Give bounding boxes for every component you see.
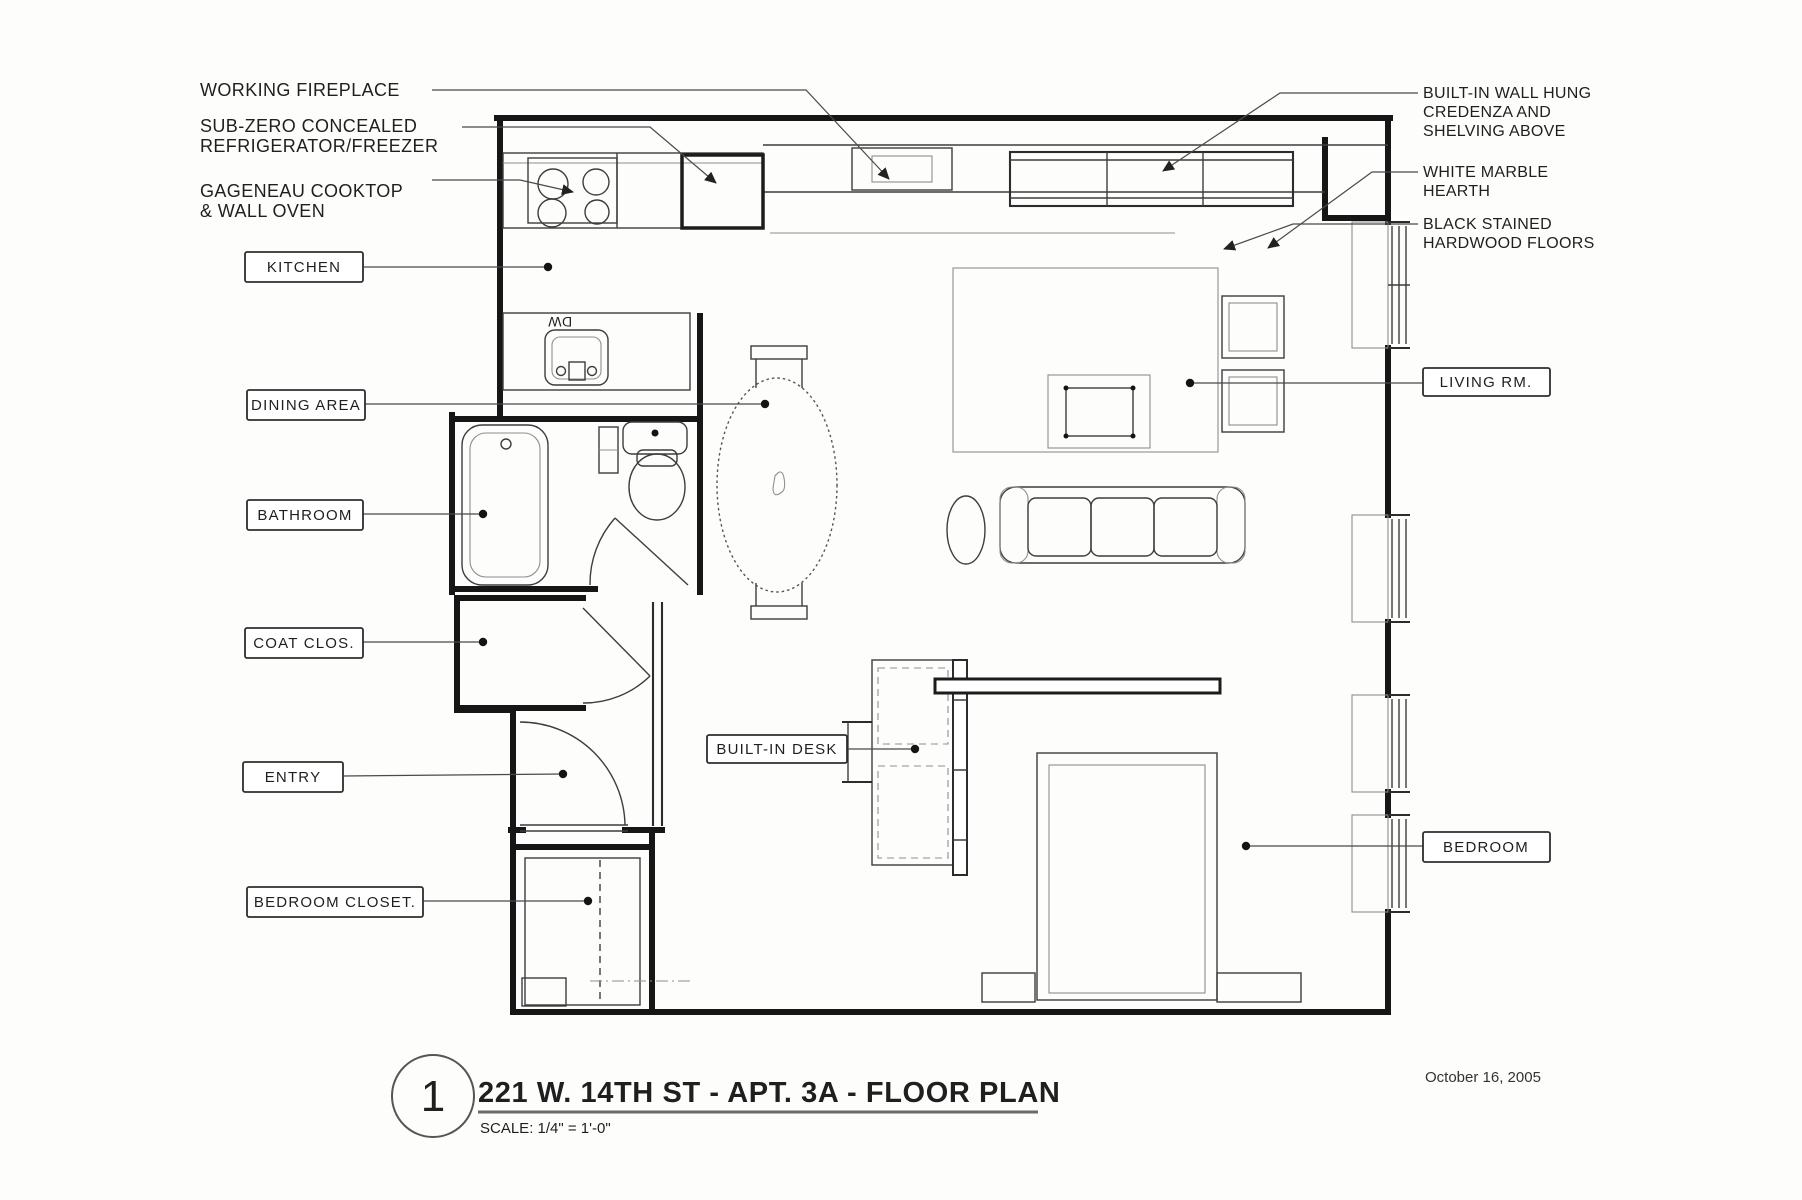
detail-number: 1 — [420, 1072, 446, 1121]
walls — [452, 118, 1390, 1012]
drawing-scale: SCALE: 1/4" = 1'-0" — [480, 1120, 611, 1137]
room-label-coat-closet-text: COAT CLOS. — [253, 635, 355, 652]
room-label-bathroom-text: BATHROOM — [257, 507, 353, 524]
rug — [953, 268, 1218, 452]
room-label-dining-text: DINING AREA — [251, 397, 361, 414]
window-1 — [1352, 222, 1410, 348]
room-label-bedroom-text: BEDROOM — [1443, 839, 1529, 856]
entry-door — [520, 722, 628, 831]
armchair-1 — [1222, 296, 1284, 358]
bedroom-partition-wall — [935, 679, 1220, 693]
dining-set — [717, 346, 837, 619]
bathroom-door — [615, 518, 688, 585]
callout-floors-line1: BLACK STAINED — [1423, 216, 1552, 233]
room-label-bedroom-closet-text: BEDROOM CLOSET. — [253, 894, 417, 911]
nightstand-left — [982, 973, 1035, 1002]
callout-credenza-line1: BUILT-IN WALL HUNG — [1423, 85, 1592, 102]
cooktop — [528, 158, 617, 223]
room-label-living-room — [1186, 368, 1550, 396]
closet-bench — [522, 978, 566, 1006]
living-room-furniture — [947, 268, 1284, 564]
room-label-bedroom-closet — [247, 887, 592, 917]
room-label-coat-closet — [245, 628, 487, 658]
callout-subzero-line1: SUB-ZERO CONCEALED — [200, 116, 418, 136]
sofa — [1000, 487, 1245, 563]
room-label-living-room-text: LIVING RM. — [1439, 374, 1533, 391]
dining-table — [717, 378, 837, 592]
room-label-entry — [243, 762, 567, 792]
room-label-entry-text: ENTRY — [264, 769, 322, 786]
callout-credenza-line3: SHELVING ABOVE — [1423, 123, 1566, 140]
toilet — [629, 454, 685, 520]
callout-subzero-line2: REFRIGERATOR/FREEZER — [200, 136, 439, 156]
kitchen-counter — [503, 153, 763, 228]
callout-credenza-line2: CREDENZA AND — [1423, 104, 1552, 121]
bathroom-fixtures — [462, 422, 688, 585]
bathroom-sink — [623, 422, 687, 454]
windows — [1352, 222, 1410, 912]
refrigerator — [682, 155, 763, 228]
callout-cooktop-line2: & WALL OVEN — [200, 201, 326, 221]
room-label-built-in-desk-text: BUILT-IN DESK — [716, 741, 838, 758]
coat-closet-door — [583, 608, 650, 703]
room-label-built-in-desk — [707, 735, 919, 763]
room-label-kitchen — [245, 252, 552, 282]
dining-chair-top — [751, 346, 807, 388]
drawing-title: 221 W. 14TH ST - APT. 3A - FLOOR PLAN — [478, 1077, 1061, 1109]
room-label-dining-area — [247, 390, 769, 420]
title-block — [392, 1055, 1541, 1137]
window-2 — [1352, 515, 1410, 622]
room-label-bedroom — [1242, 832, 1550, 862]
built-in-credenza — [1010, 152, 1293, 206]
callout-hearth-line1: WHITE MARBLE — [1423, 164, 1549, 181]
callout-floors-line2: HARDWOOD FLOORS — [1423, 235, 1595, 252]
callout-subzero — [200, 116, 716, 183]
drawing-date: October 16, 2005 — [1425, 1069, 1541, 1086]
kitchen-island — [503, 313, 690, 390]
callout-credenza — [1163, 85, 1591, 171]
room-label-kitchen-text: KITCHEN — [266, 259, 342, 276]
side-table — [947, 496, 985, 564]
coffee-table — [1048, 375, 1150, 448]
dining-chair-bottom — [751, 583, 807, 619]
nightstand-right — [1217, 973, 1301, 1002]
bed — [982, 753, 1301, 1002]
callout-cooktop — [200, 180, 573, 221]
callout-working-fireplace-label: WORKING FIREPLACE — [200, 80, 400, 100]
firebox — [872, 156, 932, 182]
armchair-2 — [1222, 370, 1284, 432]
callout-hearth-line2: HEARTH — [1423, 183, 1491, 200]
dishwasher-label: DW — [547, 314, 573, 330]
window-4 — [1352, 815, 1410, 912]
window-3 — [1352, 695, 1410, 792]
callout-cooktop-line1: GAGENEAU COOKTOP — [200, 181, 404, 201]
fireplace-wall-band — [763, 145, 1388, 233]
bedroom-closet-area — [522, 858, 690, 1006]
fireplace — [852, 148, 952, 190]
